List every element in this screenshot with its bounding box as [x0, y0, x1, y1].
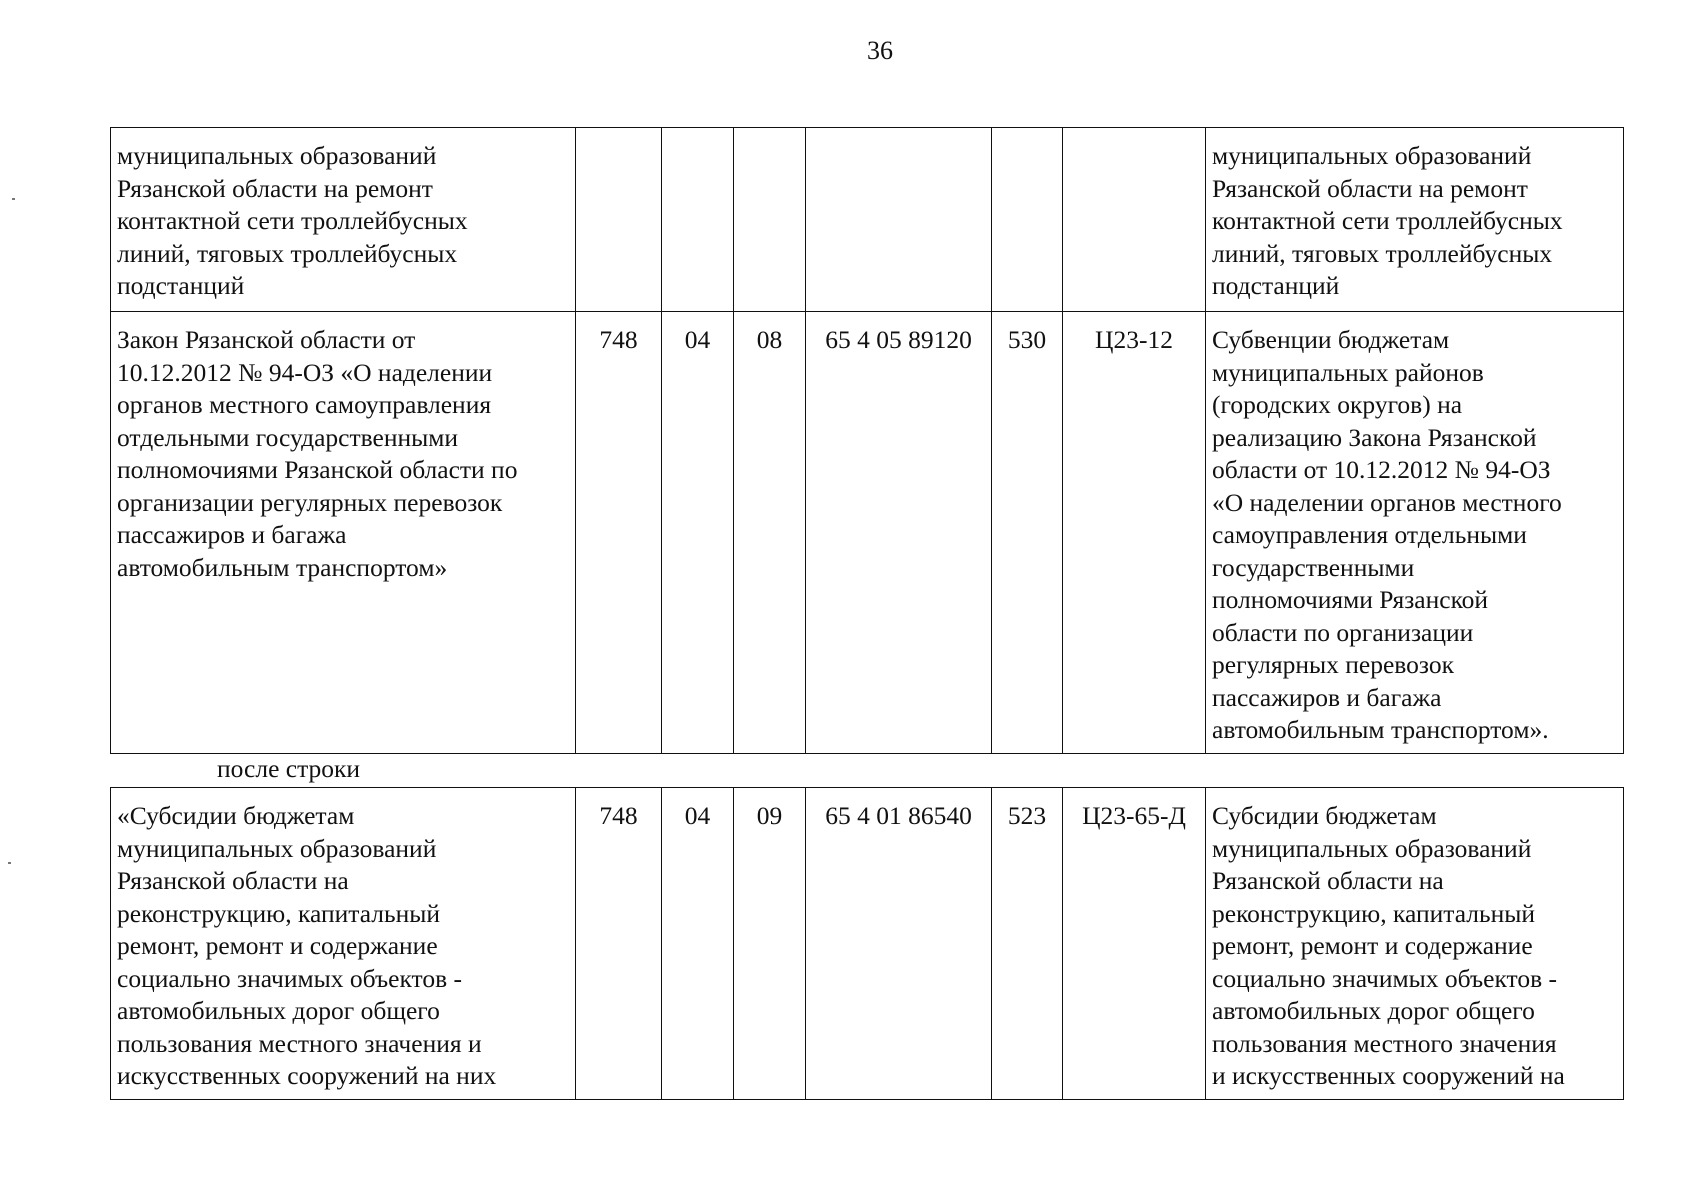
insertion-note: после строки: [217, 754, 361, 783]
table-row: [111, 788, 1624, 1100]
subsection-code-cell: 08: [734, 312, 806, 754]
table-row: [111, 312, 1624, 754]
purpose-name-cell: Субвенции бюджетам муниципальных районов (городских округов) на реализацию Закона Рязанской области от 10.12.2012 № 94-ОЗ «О наделении органов местного самоуправления отдельными государственными полномочиями Рязанской области по организации регулярных перевозок пассажиров и багажа автомобильным транспортом».: [1206, 312, 1624, 754]
budget-table-inserted-row: [110, 787, 1624, 1100]
purpose-name-cell: Субсидии бюджетам муниципальных образований Рязанской области на реконструкцию, капитальный ремонт, ремонт и содержание социально значимых объектов - автомобильных дорог общего пользования местного значения и искусственных сооружений на: [1206, 788, 1624, 1100]
expense-type-cell: [992, 128, 1063, 312]
table-row: [111, 128, 1624, 312]
ministry-code-cell: [576, 128, 662, 312]
subsection-code-cell: [734, 128, 806, 312]
purpose-code-cell: Ц23-65-Д: [1063, 788, 1206, 1100]
section-code-cell: 04: [662, 788, 734, 1100]
scan-speck: [8, 862, 11, 864]
page-number: 36: [867, 36, 893, 65]
purpose-name-cell: муниципальных образований Рязанской области на ремонт контактной сети троллейбусных линий, тяговых троллейбусных подстанций: [1206, 128, 1624, 312]
row-description-cell: «Субсидии бюджетам муниципальных образований Рязанской области на реконструкцию, капитальный ремонт, ремонт и содержание социально значимых объектов - автомобильных дорог общего пользования местного значения и искусственных сооружений на них: [111, 788, 576, 1100]
ministry-code-cell: 748: [576, 312, 662, 754]
target-article-cell: [806, 128, 992, 312]
section-code-cell: [662, 128, 734, 312]
target-article-cell: 65 4 05 89120: [806, 312, 992, 754]
section-code-cell: 04: [662, 312, 734, 754]
target-article-cell: 65 4 01 86540: [806, 788, 992, 1100]
purpose-code-cell: Ц23-12: [1063, 312, 1206, 754]
ministry-code-cell: 748: [576, 788, 662, 1100]
scan-speck: [12, 198, 15, 200]
purpose-code-cell: [1063, 128, 1206, 312]
budget-table-continued: [110, 127, 1624, 754]
expense-type-cell: 530: [992, 312, 1063, 754]
subsection-code-cell: 09: [734, 788, 806, 1100]
row-description-cell: Закон Рязанской области от 10.12.2012 № 94-ОЗ «О наделении органов местного самоуправления отдельными государственными полномочиями Рязанской области по организации регулярных перевозок пассажиров и багажа автомобильным транспортом»: [111, 312, 576, 754]
row-description-cell: муниципальных образований Рязанской области на ремонт контактной сети троллейбусных линий, тяговых троллейбусных подстанций: [111, 128, 576, 312]
expense-type-cell: 523: [992, 788, 1063, 1100]
